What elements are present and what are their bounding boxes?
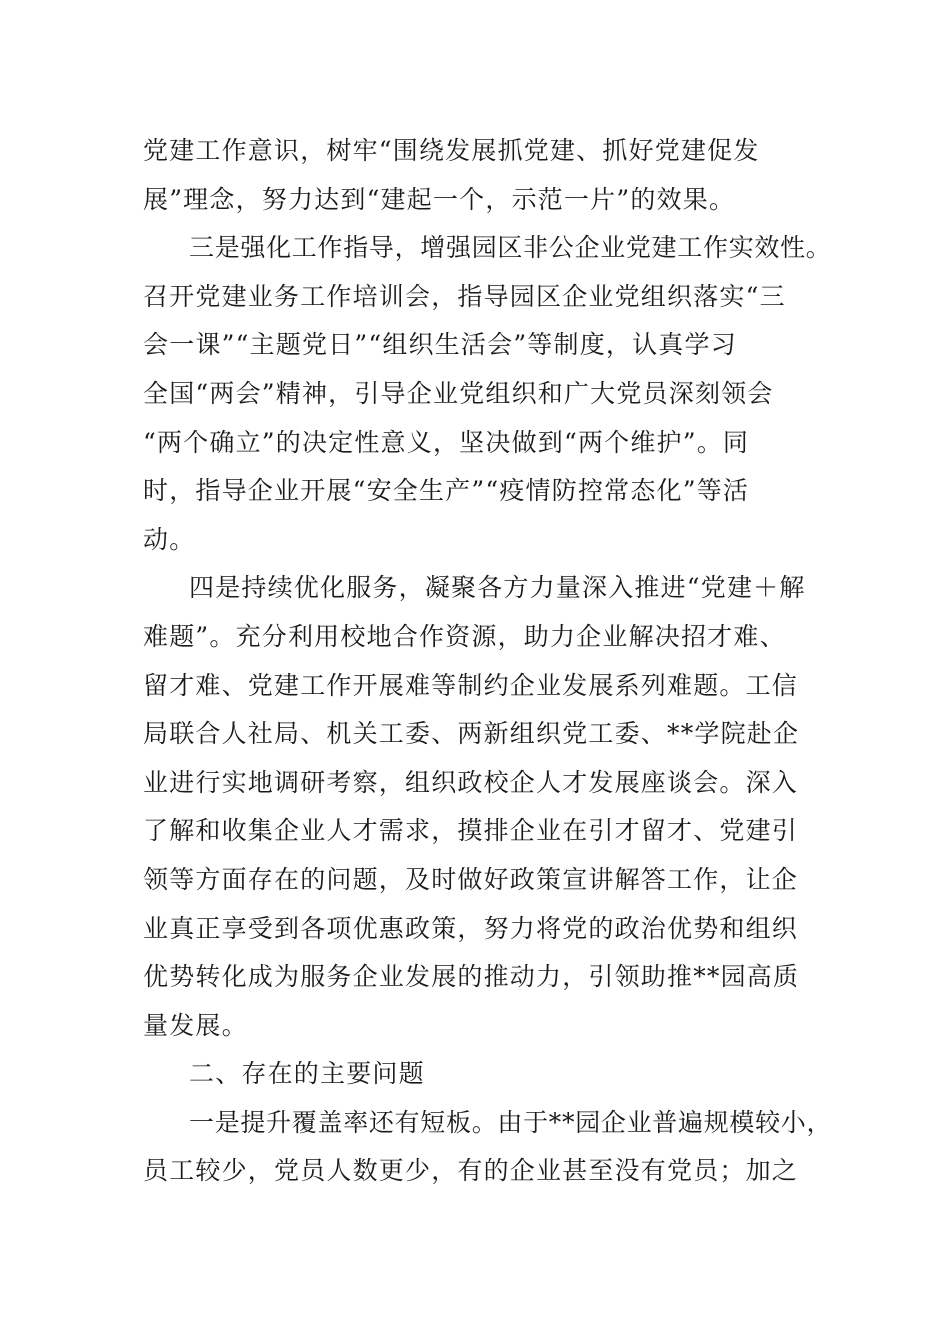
text-line: 召开党建业务工作培训会，指导园区企业党组织落实“三 [143, 281, 786, 311]
text-line: 时，指导企业开展“安全生产”“疫情防控常态化”等活 [143, 476, 750, 506]
text-line: 量发展。 [143, 1010, 248, 1040]
text-line: 员工较少，党员人数更少，有的企业甚至没有党员；加之 [143, 1156, 799, 1186]
text-line: 业真正享受到各项优惠政策，努力将党的政治优势和组织 [143, 913, 799, 943]
text-line: 了解和收集企业人才需求，摸排企业在引才留才、党建引 [143, 816, 799, 846]
section-heading: 二、存在的主要问题 [189, 1059, 425, 1089]
text-line: 动。 [143, 524, 196, 554]
text-line: “两个确立”的决定性意义，坚决做到“两个维护”。同 [143, 427, 750, 457]
text-line: 展”理念，努力达到“建起一个，示范一片”的效果。 [143, 184, 736, 214]
text-line: 全国“两会”精神，引导企业党组织和广大党员深刻领会 [143, 378, 774, 408]
text-line: 业进行实地调研考察，组织政校企人才发展座谈会。深入 [143, 767, 799, 797]
document-body [143, 127, 833, 1196]
text-line: 留才难、党建工作开展难等制约企业发展系列难题。工信 [143, 670, 799, 700]
text-line: 优势转化成为服务企业发展的推动力，引领助推**园高质 [143, 962, 800, 992]
paragraph-start-line: 三是强化工作指导，增强园区非公企业党建工作实效性。 [189, 233, 832, 263]
text-line: 难题”。充分利用校地合作资源，助力企业解决招才难、 [143, 621, 786, 651]
text-line: 局联合人社局、机关工委、两新组织党工委、**学院赴企 [143, 719, 800, 749]
text-line: 会一课”“主题党日”“组织生活会”等制度，认真学习 [143, 330, 737, 360]
text-line: 党建工作意识，树牢“围绕发展抓党建、抓好党建促发 [143, 136, 760, 165]
paragraph-start-line: 一是提升覆盖率还有短板。由于**园企业普遍规模较小， [189, 1107, 833, 1137]
text-line: 领等方面存在的问题，及时做好政策宣讲解答工作，让企 [143, 864, 799, 894]
paragraph-start-line: 四是持续优化服务，凝聚各方力量深入推进“党建＋解 [189, 573, 806, 603]
